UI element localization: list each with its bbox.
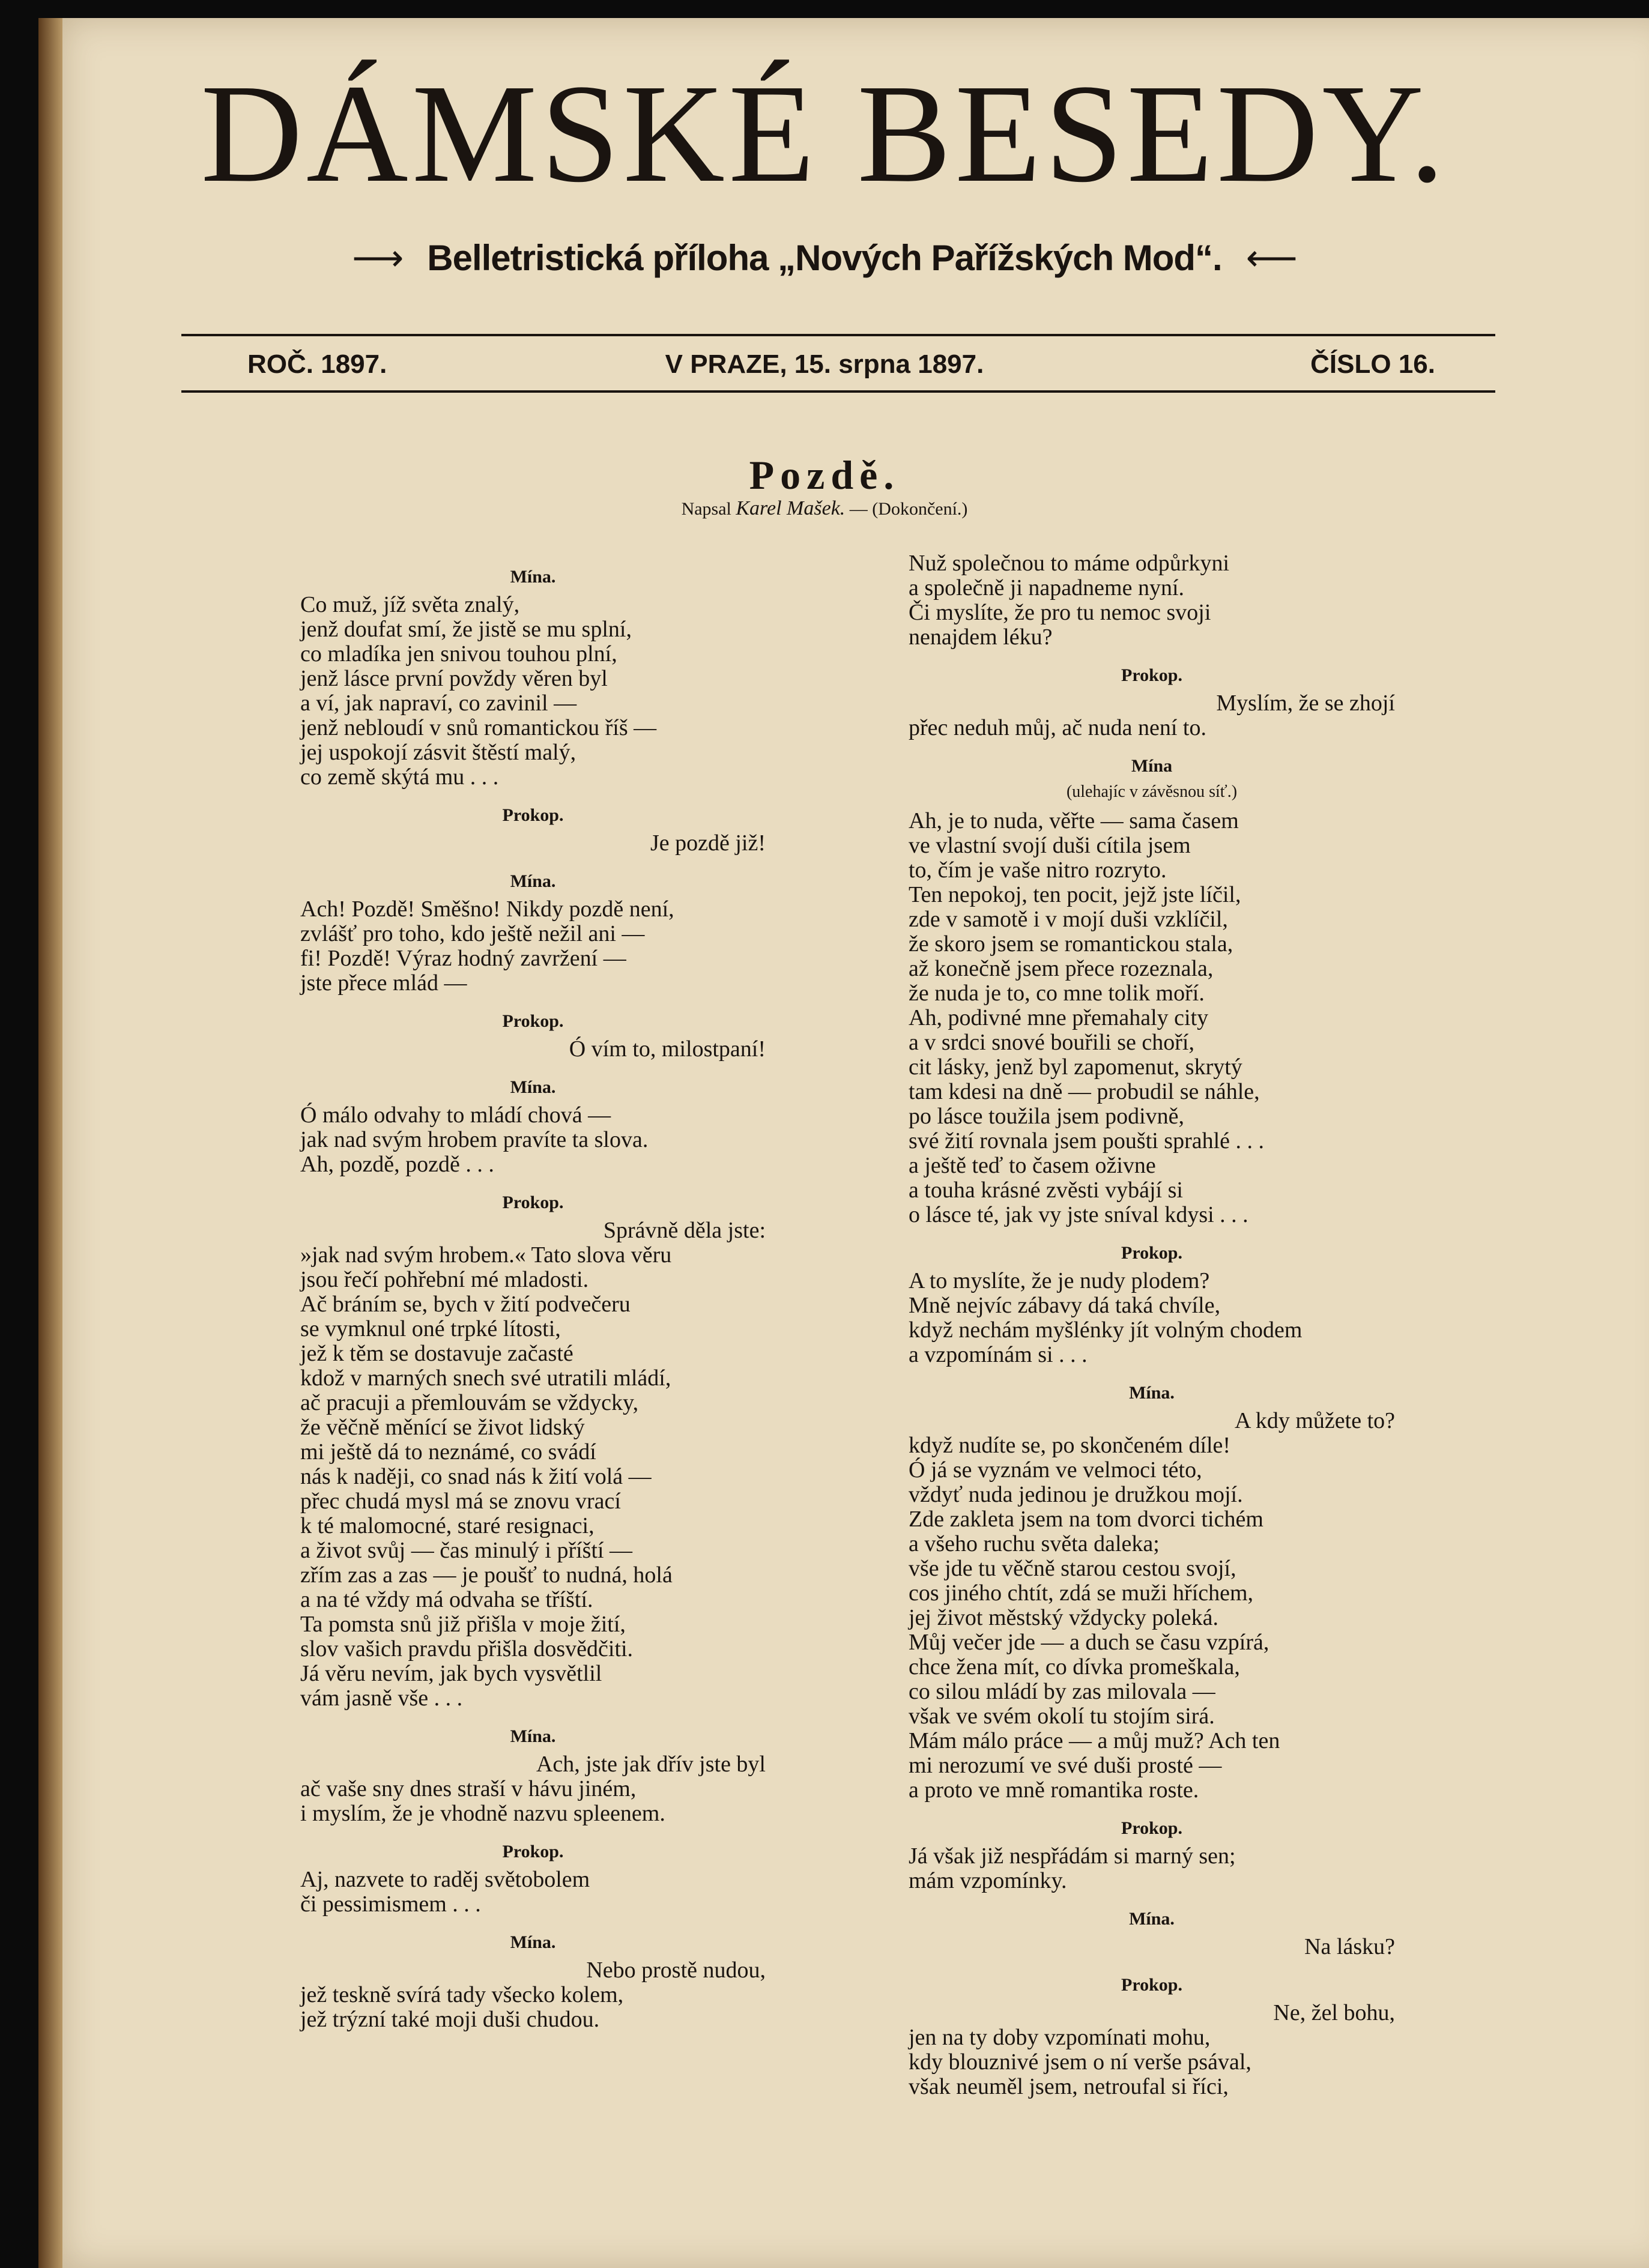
verse-line: chce žena mít, co dívka promeškala, <box>909 1654 1240 1680</box>
issue-place-date: V PRAZE, 15. srpna 1897. <box>665 349 984 379</box>
bottom-rule <box>181 390 1495 393</box>
verse-line: mi ještě dá to neznámé, co svádí <box>300 1439 596 1465</box>
speaker-label: Prokop. <box>502 1011 564 1031</box>
speaker-label: Prokop. <box>502 1193 564 1212</box>
verse-line: mám vzpomínky. <box>909 1868 1067 1893</box>
verse-line: Já věru nevím, jak bych vysvětlil <box>300 1661 602 1686</box>
verse-line: A to myslíte, že je nudy plodem? <box>909 1268 1210 1293</box>
right-column <box>909 551 1395 2099</box>
verse-line: tam kdesi na dně — probudil se náhle, <box>909 1079 1260 1104</box>
verse-line: Ah, podivné mne přemahaly city <box>909 1005 1209 1030</box>
verse-line: ve vlastní svojí duši cítila jsem <box>909 833 1191 858</box>
verse-line: Ó já se vyznám ve velmoci této, <box>909 1457 1202 1483</box>
verse-line: i myslím, že je vhodně nazvu spleenem. <box>300 1801 665 1826</box>
speaker-label: Prokop. <box>1121 1243 1182 1263</box>
speaker-label: Mína. <box>510 1077 556 1097</box>
verse-line: Můj večer jde — a duch se času vzpírá, <box>909 1630 1269 1655</box>
verse-line: Či myslíte, že pro tu nemoc svoji <box>909 600 1211 625</box>
verse-line: že skoro jsem se romantickou stala, <box>909 931 1233 957</box>
verse-line: Nebo prostě nudou, <box>586 1958 766 1983</box>
verse-line: a proto ve mně romantika roste. <box>909 1777 1199 1803</box>
verse-line: zde v samotě i v mojí duši vzklíčil, <box>909 907 1228 932</box>
verse-line: Zde zakleta jsem na tom dvorci tichém <box>909 1507 1263 1532</box>
verse-line: Mně nejvíc zábavy dá taká chvíle, <box>909 1293 1221 1318</box>
verse-line: jenž lásce první povždy věren byl <box>300 666 608 691</box>
verse-line: Správně děla jste: <box>603 1218 766 1243</box>
verse-line: Já však již nespřádám si marný sen; <box>909 1843 1236 1869</box>
subtitle-text: Belletristická příloha „Nových Pařížských Mod“. <box>427 238 1222 278</box>
speaker-label: Prokop. <box>1121 1818 1182 1838</box>
verse-line: Ach! Pozdě! Směšno! Nikdy pozdě není, <box>300 897 674 922</box>
verse-line: nás k naději, co snad nás k žití volá — <box>300 1464 652 1489</box>
verse-line: to, čím je vaše nitro rozryto. <box>909 857 1167 883</box>
speaker-label: Prokop. <box>1121 1975 1182 1995</box>
verse-line: jež teskně svírá tady všecko kolem, <box>300 1982 624 2007</box>
speaker-label: Prokop. <box>1121 665 1182 685</box>
speaker-label: Mína. <box>1129 1383 1175 1403</box>
top-rule <box>181 334 1495 336</box>
byline-author: Karel Mašek. <box>736 497 846 519</box>
verse-line: Co muž, jíž světa znalý, <box>300 592 520 617</box>
verse-line: Ah, je to nuda, věřte — sama časem <box>909 808 1239 833</box>
verse-line: když nechám myšlénky jít volným chodem <box>909 1317 1303 1343</box>
verse-line: a ví, jak napraví, co zavinil — <box>300 691 577 716</box>
verse-line: jej uspokojí zásvit štěstí malý, <box>300 740 576 765</box>
verse-line: po lásce toužila jsem podivně, <box>909 1104 1185 1129</box>
speaker-label: Mína. <box>510 567 556 587</box>
masthead-subtitle <box>0 237 1649 279</box>
verse-line: a všeho ruchu světa daleka; <box>909 1531 1160 1556</box>
verse-line: Mám málo práce — a můj muž? Ach ten <box>909 1728 1280 1753</box>
verse-line: jak nad svým hrobem pravíte ta slova. <box>300 1127 649 1152</box>
verse-line: však neuměl jsem, netroufal si říci, <box>909 2074 1229 2099</box>
verse-line: mi nerozumí ve své duši prosté — <box>909 1753 1222 1778</box>
verse-line: se vymknul oné trpké lítosti, <box>300 1316 561 1341</box>
masthead-title: DÁMSKÉ BESEDY. <box>201 55 1448 211</box>
verse-line: ač vaše sny dnes straší v hávu jiném, <box>300 1776 637 1801</box>
byline-suffix: — (Dokončení.) <box>849 499 968 519</box>
arrow-left-icon: ⟵ <box>1245 238 1297 278</box>
verse-line: své žití rovnala jsem poušti sprahlé . . . <box>909 1128 1265 1154</box>
verse-line: »jak nad svým hrobem.« Tato slova věru <box>300 1242 672 1268</box>
verse-line: a ještě teď to časem oživne <box>909 1153 1156 1178</box>
verse-line: však ve svém okolí tu stojím sirá. <box>909 1704 1215 1729</box>
verse-line: zřím zas a zas — je poušť to nudná, holá <box>300 1562 673 1588</box>
verse-line: jež trýzní také moji duši chudou. <box>300 2007 600 2032</box>
verse-line: a vzpomínám si . . . <box>909 1342 1088 1367</box>
verse-line: přec chudá mysl má se znovu vrací <box>300 1489 621 1514</box>
verse-line: přec neduh můj, ač nuda není to. <box>909 715 1206 740</box>
verse-line: když nudíte se, po skončeném díle! <box>909 1433 1231 1458</box>
speaker-label: Mína. <box>1129 1909 1175 1929</box>
verse-line: jenž nebloudí v snů romantickou říš — <box>300 715 657 740</box>
verse-line: cos jiného chtít, zdá se muži hříchem, <box>909 1580 1254 1606</box>
left-column <box>300 551 766 2032</box>
verse-line: Ó vím to, milostpaní! <box>569 1036 766 1062</box>
verse-line: Je pozdě již! <box>650 830 766 856</box>
issue-number: ČÍSLO 16. <box>1310 349 1435 379</box>
verse-line: Nuž společnou to máme odpůrkyni <box>909 551 1230 576</box>
speaker-label: Prokop. <box>502 1842 564 1861</box>
verse-line: Ten nepokoj, ten pocit, jejž jste líčil, <box>909 882 1241 907</box>
verse-line: a v srdci snové bouřili se choří, <box>909 1030 1194 1055</box>
verse-line: Ah, pozdě, pozdě . . . <box>300 1152 494 1177</box>
verse-line: zvlášť pro toho, kdo ještě nežil ani — <box>300 921 645 946</box>
verse-line: jsou řečí pohřební mé mladosti. <box>300 1267 589 1292</box>
verse-line: a touha krásné zvěsti vybájí si <box>909 1178 1183 1203</box>
verse-line: Ó málo odvahy to mládí chová — <box>300 1102 611 1128</box>
verse-line: a život svůj — čas minulý i příští — <box>300 1538 633 1563</box>
issue-year: ROČ. 1897. <box>247 349 387 379</box>
verse-line: či pessimismem . . . <box>300 1892 481 1917</box>
verse-line: Na lásku? <box>1304 1934 1395 1959</box>
verse-line: o lásce té, jak vy jste sníval kdysi . . . <box>909 1202 1248 1227</box>
verse-line: jež k těm se dostavuje začasté <box>300 1341 573 1366</box>
speaker-label: Mína. <box>510 1726 556 1746</box>
verse-line: slov vašich pravdu přišla dosvědčiti. <box>300 1636 634 1662</box>
verse-line: kdož v marných snech své utratili mládí, <box>300 1365 671 1391</box>
verse-line: Ne, žel bohu, <box>1273 2000 1395 2025</box>
verse-line: ač pracuji a přemlouvám se vždycky, <box>300 1390 639 1415</box>
verse-line: vám jasně vše . . . <box>300 1686 463 1711</box>
verse-line: Ač bráním se, bych v žití podvečeru <box>300 1292 631 1317</box>
verse-line: a společně ji napadneme nyní. <box>909 575 1185 600</box>
verse-line: vše jde tu věčně starou cestou svojí, <box>909 1556 1236 1581</box>
verse-line: Ta pomsta snů již přišla v moje žití, <box>300 1612 626 1637</box>
verse-line: Aj, nazvete to raděj světobolem <box>300 1867 590 1892</box>
article-title: Pozdě. <box>749 452 900 498</box>
byline-prefix: Napsal <box>681 499 731 519</box>
verse-line: že věčně měnící se život lidský <box>300 1415 585 1440</box>
article-byline <box>0 497 1649 520</box>
verse-line: až konečně jsem přece rozeznala, <box>909 956 1214 981</box>
verse-line: cit lásky, jenž byl zapomenut, skrytý <box>909 1054 1242 1080</box>
arrow-right-icon: ⟶ <box>352 238 404 278</box>
speaker-label: Mína. <box>510 1932 556 1952</box>
speaker-label: Prokop. <box>502 805 564 825</box>
verse-line: Ach, jste jak dřív jste byl <box>536 1752 766 1777</box>
verse-line: k té malomocné, staré resignaci, <box>300 1513 595 1538</box>
verse-line: jste přece mlád — <box>300 970 467 996</box>
verse-line: že nuda je to, co mne tolik moří. <box>909 981 1205 1006</box>
verse-line: jej život městský vždycky poleká. <box>909 1605 1219 1630</box>
verse-line: fi! Pozdě! Výraz hodný zavržení — <box>300 946 626 971</box>
speaker-label: Mína. <box>510 871 556 891</box>
verse-line: nenajdem léku? <box>909 624 1053 650</box>
verse-line: Myslím, že se zhojí <box>1216 691 1395 716</box>
verse-line: vždyť nuda jedinou je družkou mojí. <box>909 1482 1243 1507</box>
speaker-label: Mína <box>1131 756 1173 776</box>
verse-line: co mladíka jen snivou touhou plní, <box>300 641 617 667</box>
verse-line: a na té vždy má odvaha se tříští. <box>300 1587 593 1612</box>
stage-direction: (ulehajíc v závěsnou síť.) <box>1066 782 1238 801</box>
verse-line: kdy blouznivé jsem o ní verše psával, <box>909 2049 1251 2075</box>
verse-line: jen na ty doby vzpomínati mohu, <box>909 2025 1211 2050</box>
verse-line: A kdy můžete to? <box>1235 1408 1395 1433</box>
verse-line: co země skýtá mu . . . <box>300 764 499 790</box>
verse-line: jenž doufat smí, že jistě se mu splní, <box>300 617 632 642</box>
verse-line: co silou mládí by zas milovala — <box>909 1679 1215 1704</box>
